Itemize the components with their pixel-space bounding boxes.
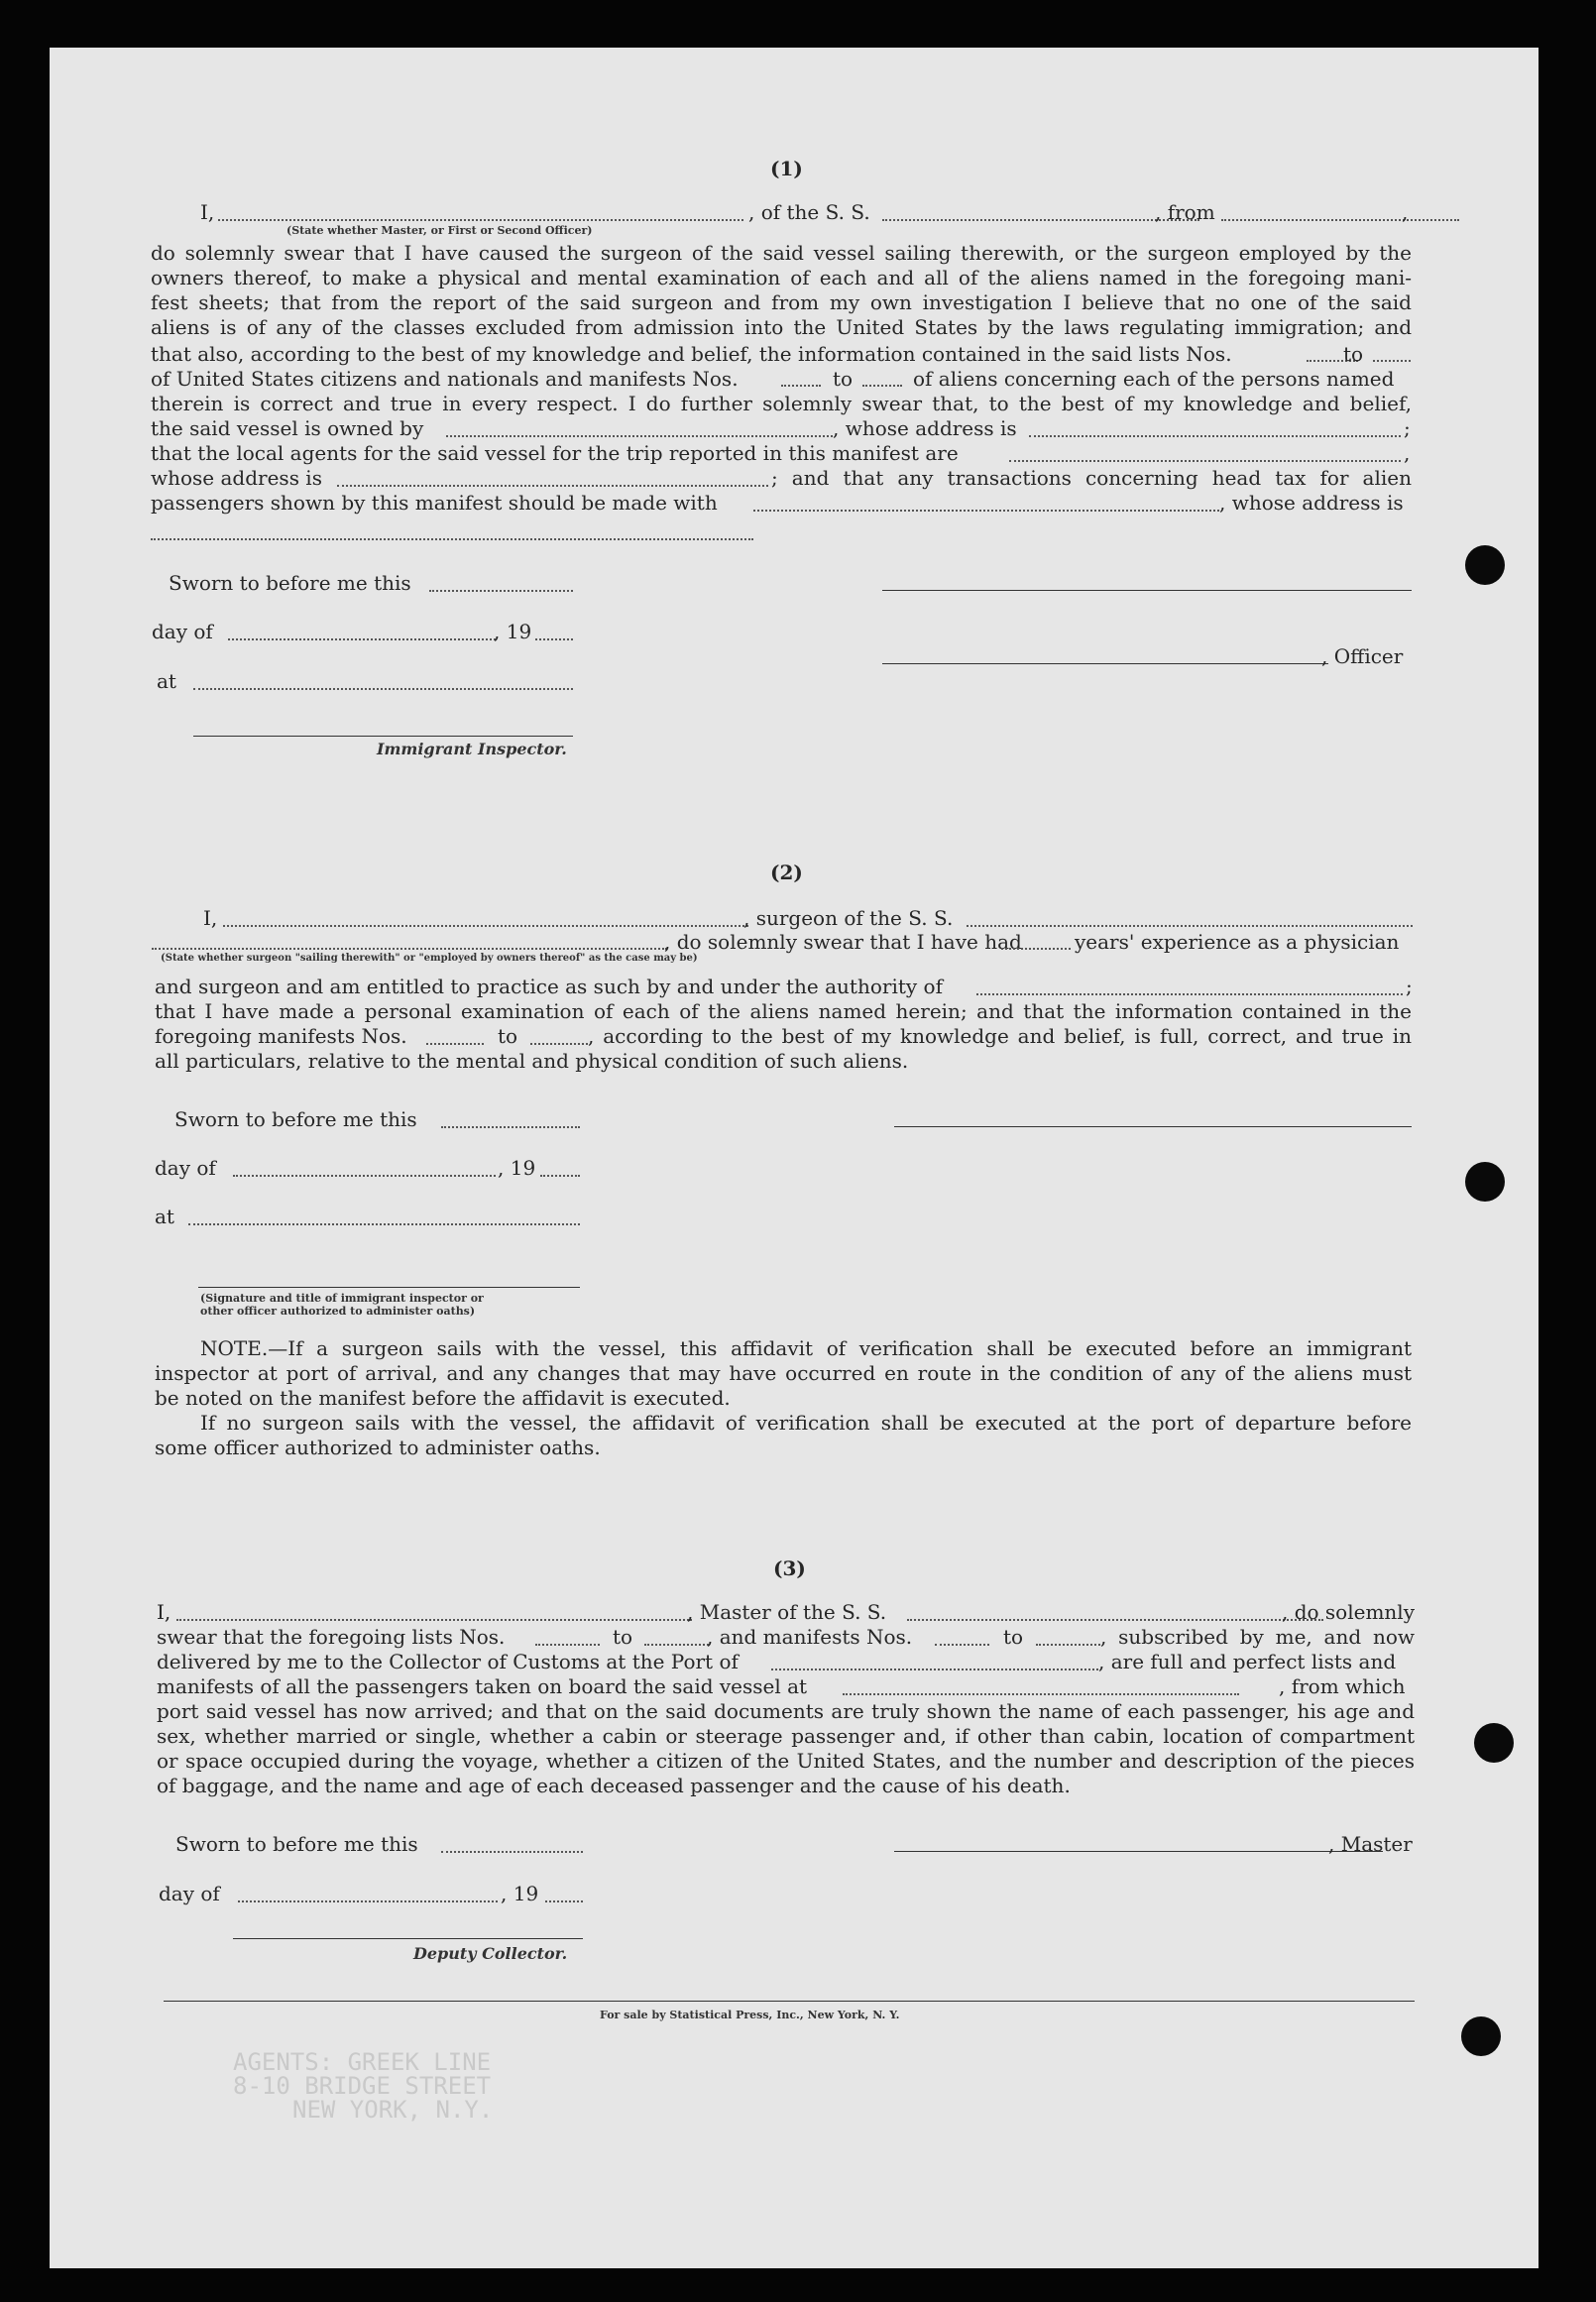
owned-by-text: the said vessel is owned by bbox=[151, 416, 424, 440]
master-name-line bbox=[176, 1619, 692, 1621]
at-line bbox=[188, 1223, 580, 1225]
end-comma: , bbox=[1402, 200, 1409, 224]
sworn-line bbox=[441, 1126, 580, 1128]
local-agents-line bbox=[1009, 460, 1401, 462]
foregoing-nos-text: foregoing manifests Nos. bbox=[155, 1024, 407, 1048]
agents-address-line bbox=[337, 485, 768, 487]
head-tax-text: ; and that any transactions concerning head tax for alien bbox=[771, 466, 1412, 490]
punch-hole bbox=[1474, 1723, 1514, 1763]
and-manifests-text: , and manifests Nos. bbox=[707, 1625, 913, 1649]
from-label: , from bbox=[1155, 200, 1215, 224]
note-line: some officer authorized to administer oaths. bbox=[155, 1436, 601, 1459]
master-name-line bbox=[218, 219, 743, 221]
from-port-line bbox=[1221, 219, 1459, 221]
day-line bbox=[238, 1900, 498, 1902]
year-label: , 19 bbox=[498, 1156, 536, 1180]
of-aliens-text: of aliens concerning each of the persons named bbox=[913, 367, 1395, 391]
of-ss-label: , of the S. S. bbox=[748, 200, 870, 224]
surgeon-name-line bbox=[223, 925, 748, 927]
note-text: —If a surgeon sails with the vessel, this affidavit of verification shall be executed before an immigrant bbox=[268, 1336, 1412, 1360]
swear-lists-text: swear that the foregoing lists Nos. bbox=[157, 1625, 506, 1649]
us-citizens-text: of United States citizens and nationals and manifests Nos. bbox=[151, 367, 739, 391]
master-oath-body bbox=[157, 1699, 1415, 1774]
ghost-stamp-line: 8-10 BRIDGE STREET bbox=[233, 2072, 492, 2100]
oath-line: or space occupied during the voyage, whether a citizen of the United States, and the number and description of the pieces bbox=[157, 1749, 1415, 1773]
year-line bbox=[545, 1900, 583, 1902]
note-label: NOTE. bbox=[200, 1336, 269, 1360]
at-line bbox=[193, 688, 573, 690]
master-of-label: , Master of the S. S. bbox=[687, 1600, 887, 1624]
oath-line: port said vessel has now arrived; and that on the said documents are truly shown the name of each passenger, his age and bbox=[157, 1699, 1415, 1723]
oath-body bbox=[151, 241, 1412, 340]
at-label: at bbox=[155, 1205, 174, 1228]
day-line bbox=[233, 1175, 496, 1177]
manifests-from-line bbox=[935, 1644, 989, 1646]
officer-line bbox=[882, 663, 1328, 664]
oath-line: fest sheets; that from the report of the said surgeon and from my own investigation I believe that no one of the said bbox=[151, 290, 1412, 314]
that-also-text: that also, according to the best of my knowledge and belief, the information contained in the said lists Nos. bbox=[151, 342, 1232, 366]
embark-port-line bbox=[843, 1693, 1239, 1695]
year-label: , 19 bbox=[494, 620, 532, 643]
sworn-label: Sworn to before me this bbox=[175, 1832, 418, 1856]
particulars-text: all particulars, relative to the mental and physical condition of such aliens. bbox=[155, 1049, 909, 1073]
are-full-text: , are full and perfect lists and bbox=[1098, 1650, 1397, 1673]
swear-had-label: , do solemnly swear that I have had bbox=[664, 930, 1022, 954]
baggage-text: of baggage, and the name and age of each deceased passenger and the cause of his death. bbox=[157, 1774, 1071, 1797]
punch-hole bbox=[1465, 545, 1505, 585]
owner-line bbox=[446, 435, 833, 437]
inspector-label: Immigrant Inspector. bbox=[377, 740, 567, 758]
footer-rule bbox=[164, 2001, 1415, 2002]
passengers-text: passengers shown by this manifest should be made with bbox=[151, 491, 718, 515]
punch-hole bbox=[1465, 1162, 1505, 1202]
master-label: , Master bbox=[1328, 1832, 1413, 1856]
signature-hint-line: (Signature and title of immigrant inspector or bbox=[200, 1292, 484, 1305]
delivered-text: delivered by me to the Collector of Customs at the Port of bbox=[157, 1650, 739, 1673]
to-label: to bbox=[1343, 342, 1364, 366]
manifest-to-line bbox=[862, 385, 902, 387]
signature-hint bbox=[200, 1292, 484, 1318]
authority-line bbox=[976, 993, 1403, 995]
surgeon-of-label: , surgeon of the S. S. bbox=[743, 906, 954, 930]
master-hint: (State whether Master, or First or Second Officer) bbox=[286, 224, 593, 237]
owner-address-line bbox=[1029, 435, 1401, 437]
to-label: to bbox=[498, 1024, 518, 1048]
local-agents-text: that the local agents for the said vessel for the trip reported in this manifest are bbox=[151, 441, 959, 465]
surgeon-hint: (State whether surgeon "sailing therewith" or "employed by owners thereof" as the case may be) bbox=[161, 953, 698, 964]
whose-address-label: , whose address is bbox=[1219, 491, 1404, 515]
printer-credit: For sale by Statistical Press, Inc., New York, N. Y. bbox=[600, 2009, 900, 2021]
subscribed-text: , subscribed by me, and now bbox=[1100, 1625, 1415, 1649]
signature-line bbox=[894, 1126, 1412, 1127]
semicolon: ; bbox=[1406, 975, 1413, 998]
section-number: (1) bbox=[770, 157, 803, 180]
section2-i-label: I, bbox=[203, 906, 218, 930]
whose-address-text: whose address is bbox=[151, 466, 322, 490]
lists-to-line bbox=[644, 1644, 709, 1646]
deputy-line bbox=[233, 1938, 583, 1939]
ghost-stamp-line: AGENTS: GREEK LINE bbox=[233, 2048, 492, 2076]
note-line: inspector at port of arrival, and any changes that may have occurred en route in the condition of any of the aliens must bbox=[155, 1361, 1412, 1385]
years-exp-label: years' experience as a physician bbox=[1075, 930, 1400, 954]
year-line bbox=[540, 1175, 580, 1177]
at-label: at bbox=[157, 669, 176, 693]
section1-i-label: I, bbox=[200, 200, 215, 224]
from-which-text: , from which bbox=[1279, 1674, 1406, 1698]
lists-from-line bbox=[535, 1644, 600, 1646]
signature-hint-line: other officer authorized to administer oaths) bbox=[200, 1305, 476, 1318]
day-of-label: day of bbox=[152, 620, 213, 643]
master-signature-line bbox=[894, 1851, 1383, 1852]
ship-name-line bbox=[907, 1619, 1323, 1621]
inspector-line bbox=[193, 736, 573, 737]
punch-hole bbox=[1461, 2016, 1501, 2056]
whose-address-label: , whose address is bbox=[833, 416, 1017, 440]
year-line bbox=[535, 638, 573, 640]
and-surgeon-text: and surgeon and am entitled to practice as such by and under the authority of bbox=[155, 975, 943, 998]
end-comma: , bbox=[1404, 441, 1411, 465]
ship-name-line bbox=[967, 925, 1413, 927]
section-number: (3) bbox=[773, 1556, 806, 1580]
therein-text: therein is correct and true in every respect. I do further solemnly swear that, to the best of my knowledge and belief, bbox=[151, 392, 1412, 415]
deputy-label: Deputy Collector. bbox=[413, 1944, 568, 1963]
note-line: If no surgeon sails with the vessel, the affidavit of verification shall be executed at the port of departure before bbox=[200, 1411, 1412, 1435]
document-page bbox=[50, 48, 1539, 2268]
oath-line: sex, whether married or single, whether a cabin or steerage passenger and, if other than cabin, location of compartment bbox=[157, 1724, 1415, 1748]
manifest-from-line bbox=[781, 385, 821, 387]
manifests-to-line bbox=[1036, 1644, 1100, 1646]
day-line bbox=[228, 638, 496, 640]
to-label: to bbox=[613, 1625, 633, 1649]
ship-name-line bbox=[882, 219, 1199, 221]
head-tax-address-line bbox=[151, 538, 753, 540]
to-label: to bbox=[1003, 1625, 1024, 1649]
day-of-label: day of bbox=[159, 1882, 220, 1905]
do-solemnly-label: , do solemnly bbox=[1282, 1600, 1415, 1624]
nos-from-line bbox=[426, 1043, 484, 1045]
to-label: to bbox=[833, 367, 854, 391]
manifests-all-text: manifests of all the passengers taken on board the said vessel at bbox=[157, 1674, 808, 1698]
note-line bbox=[155, 1336, 1412, 1361]
section3-i-label: I, bbox=[157, 1600, 171, 1624]
signature-line bbox=[882, 590, 1412, 591]
officer-label: , Officer bbox=[1321, 644, 1404, 668]
day-of-label: day of bbox=[155, 1156, 216, 1180]
ghost-stamp bbox=[233, 2050, 493, 2122]
years-line bbox=[1001, 948, 1071, 950]
note-block bbox=[155, 1336, 1412, 1460]
head-tax-agent-line bbox=[753, 510, 1219, 512]
note-line: be noted on the manifest before the affidavit is executed. bbox=[155, 1386, 731, 1410]
port-line bbox=[771, 1669, 1098, 1670]
semicolon: ; bbox=[1404, 416, 1411, 440]
nos-to-line bbox=[530, 1043, 588, 1045]
sworn-line bbox=[441, 1851, 583, 1853]
lists-to-line bbox=[1373, 360, 1411, 362]
personal-exam-text: that I have made a personal examination of each of the aliens named herein; and that the information contained in the bbox=[155, 999, 1412, 1023]
ghost-stamp-line: NEW YORK, N.Y. bbox=[292, 2096, 494, 2124]
year-label: , 19 bbox=[501, 1882, 539, 1905]
oath-line: owners thereof, to make a physical and mental examination of each and all of the aliens named in the foregoing mani- bbox=[151, 266, 1412, 289]
according-text: , according to the best of my knowledge and belief, is full, correct, and true in bbox=[588, 1024, 1412, 1048]
section-number: (2) bbox=[770, 861, 803, 884]
sworn-label: Sworn to before me this bbox=[174, 1107, 417, 1131]
oath-line: aliens is of any of the classes excluded from admission into the United States by the laws regulating immigration; and bbox=[151, 315, 1412, 339]
sworn-label: Sworn to before me this bbox=[169, 571, 411, 595]
inspector-line bbox=[198, 1287, 580, 1288]
sworn-line bbox=[429, 590, 573, 592]
surgeon-type-line bbox=[152, 948, 667, 950]
oath-line: do solemnly swear that I have caused the surgeon of the said vessel sailing therewith, or the surgeon employed by the bbox=[151, 241, 1412, 265]
